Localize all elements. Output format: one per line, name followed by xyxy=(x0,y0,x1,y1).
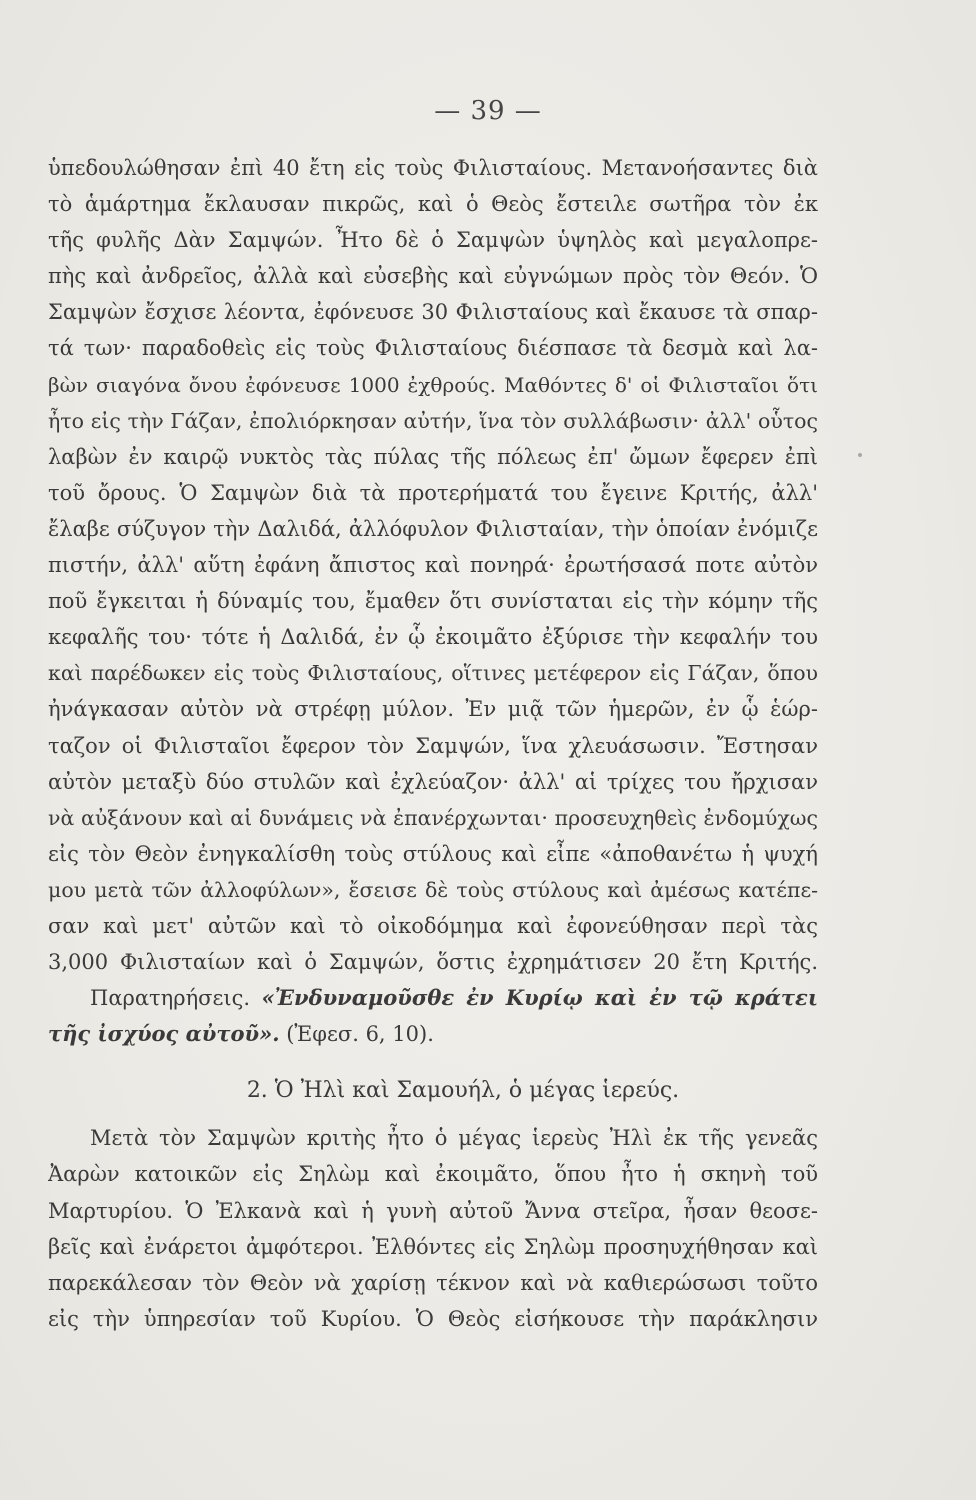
text-line: κεφαλῆς του· τότε ἡ Δαλιδά, ἐν ᾧ ἐκοιμᾶτο ἐξύρισε τὴν κεφαλήν του xyxy=(48,625,818,650)
remarks-reference: (Ἐφεσ. 6, 10). xyxy=(279,1022,434,1047)
text-line: τῆς φυλῆς Δὰν Σαμψών. Ἦτο δὲ ὁ Σαμψὼν ὑψηλὸς καὶ μεγαλοπρε- xyxy=(48,228,818,253)
text-line: τά των· παραδοθεὶς εἰς τοὺς Φιλισταίους διέσπασε τὰ δεσμὰ καὶ λα- xyxy=(48,336,818,361)
remarks xyxy=(48,980,818,1052)
text-line: βεῖς καὶ ἐνάρετοι ἀμφότεροι. Ἐλθόντες εἰς Σηλὼμ προσηυχήθησαν καὶ xyxy=(48,1234,818,1259)
paper-speck xyxy=(858,453,862,457)
text-line: Μετὰ τὸν Σαμψὼν κριτὴς ἦτο ὁ μέγας ἱερεὺς Ἠλὶ ἐκ τῆς γενεᾶς xyxy=(90,1126,818,1151)
remarks-line-2 xyxy=(48,1016,818,1052)
text-line: ποῦ ἔγκειται ἡ δύναμίς του, ἔμαθεν ὅτι συνίσταται εἰς τὴν κόμην τῆς xyxy=(48,589,818,614)
text-line: τὸ ἁμάρτημα ἔκλαυσαν πικρῶς, καὶ ὁ Θεὸς ἔστειλε σωτῆρα τὸν ἐκ xyxy=(48,192,818,217)
text-line: λαβὼν ἐν καιρῷ νυκτὸς τὰς πύλας τῆς πόλεως ἐπ' ὤμων ἔφερεν ἐπὶ xyxy=(48,444,818,469)
remarks-quote: «Ἐνδυναμοῦσθε ἐν Κυρίῳ καὶ ἐν τῷ κράτει xyxy=(261,985,818,1011)
remarks-line-1 xyxy=(48,980,818,1016)
section-heading: 2. Ὁ Ἠλὶ καὶ Σαμουήλ, ὁ μέγας ἱερεύς. xyxy=(246,1078,680,1104)
text-line: ταζον οἱ Φιλισταῖοι ἔφερον τὸν Σαμψών, ἵνα χλευάσωσιν. Ἔστησαν xyxy=(48,733,818,758)
text-line: Μαρτυρίου. Ὁ Ἐλκανὰ καὶ ἡ γυνὴ αὐτοῦ Ἄννα στεῖρα, ἦσαν θεοσε- xyxy=(48,1198,818,1223)
text-line: ἠνάγκασαν αὐτὸν νὰ στρέφῃ μύλον. Ἐν μιᾷ τῶν ἡμερῶν, ἐν ᾧ ἑώρ- xyxy=(48,697,818,722)
text-block xyxy=(48,150,818,1337)
text-line: παρεκάλεσαν τὸν Θεὸν νὰ χαρίσῃ τέκνον καὶ νὰ καθιερώσωσι τοῦτο xyxy=(48,1270,818,1295)
page-number: — 39 — xyxy=(434,96,542,126)
paragraph-eli xyxy=(48,1120,818,1337)
remarks-label: Παρατηρήσεις. xyxy=(90,986,251,1011)
text-line: αὐτὸν μεταξὺ δύο στυλῶν καὶ ἐχλεύαζον· ἀλλ' αἱ τρίχες του ἤρχισαν xyxy=(48,769,818,794)
paragraph-samson xyxy=(48,150,818,980)
text-line: καὶ παρέδωκεν εἰς τοὺς Φιλισταίους, οἵτινες μετέφερον εἰς Γάζαν, ὅπου xyxy=(48,661,818,686)
text-line: 3,000 Φιλισταίων καὶ ὁ Σαμψών, ὅστις ἐχρημάτισεν 20 ἔτη Κριτής. xyxy=(48,950,818,975)
text-line: εἰς τὸν Θεὸν ἐνηγκαλίσθη τοὺς στύλους καὶ εἶπε «ἀποθανέτω ἡ ψυχή xyxy=(48,841,818,866)
text-line: μου μετὰ τῶν ἀλλοφύλων», ἔσεισε δὲ τοὺς στύλους καὶ ἀμέσως κατέπε- xyxy=(48,877,818,902)
text-line: ὑπεδουλώθησαν ἐπὶ 40 ἔτη εἰς τοὺς Φιλισταίους. Μετανοήσαντες διὰ xyxy=(48,156,818,180)
text-line: νὰ αὐξάνουν καὶ αἱ δυνάμεις νὰ ἐπανέρχωνται· προσευχηθεὶς ἐνδομύχως xyxy=(48,805,818,830)
text-line: τοῦ ὄρους. Ὁ Σαμψὼν διὰ τὰ προτερήματά του ἔγεινε Κριτής, ἀλλ' xyxy=(48,480,818,505)
remarks-quote-end: τῆς ἰσχύος αὐτοῦ». xyxy=(48,1021,280,1047)
text-line: βὼν σιαγόνα ὄνου ἐφόνευσε 1000 ἐχθρούς. Μαθόντες δ' οἱ Φιλισταῖοι ὅτι xyxy=(48,372,818,397)
text-line: πὴς καὶ ἀνδρεῖος, ἀλλὰ καὶ εὐσεβὴς καὶ εὐγνώμων πρὸς τὸν Θεόν. Ὁ xyxy=(48,264,818,289)
text-line: πιστήν, ἀλλ' αὕτη ἐφάνη ἄπιστος καὶ πονηρά· ἐρωτήσασά ποτε αὐτὸν xyxy=(48,553,818,578)
text-line: εἰς τὴν ὑπηρεσίαν τοῦ Κυρίου. Ὁ Θεὸς εἰσήκουσε τὴν παράκλησιν xyxy=(48,1306,818,1331)
text-line: Σαμψὼν ἔσχισε λέοντα, ἐφόνευσε 30 Φιλισταίους καὶ ἔκαυσε τὰ σπαρ- xyxy=(48,300,818,325)
text-line: ἔλαβε σύζυγον τὴν Δαλιδά, ἀλλόφυλον Φιλισταίαν, τὴν ὁποίαν ἐνόμιζε xyxy=(48,516,818,541)
text-line: Ἀαρὼν κατοικῶν εἰς Σηλὼμ καὶ ἐκοιμᾶτο, ὅπου ἦτο ἡ σκηνὴ τοῦ xyxy=(48,1162,818,1187)
text-line: ἦτο εἰς τὴν Γάζαν, ἐπολιόρκησαν αὐτήν, ἵνα τὸν συλλάβωσιν· ἀλλ' οὗτος xyxy=(48,408,818,433)
text-line: σαν καὶ μετ' αὐτῶν καὶ τὸ οἰκοδόμημα καὶ ἐφονεύθησαν περὶ τὰς xyxy=(48,913,818,938)
